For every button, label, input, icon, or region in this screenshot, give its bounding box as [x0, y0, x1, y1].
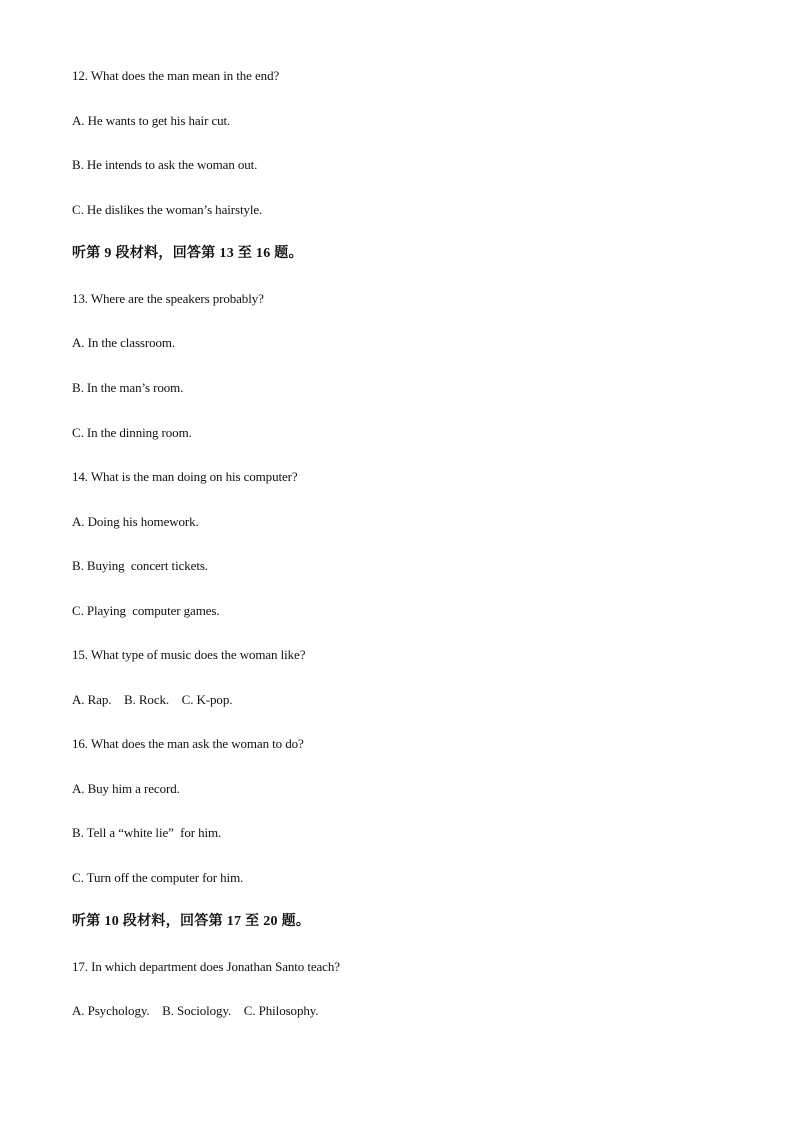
question-12-option-b: B. He intends to ask the woman out.: [72, 157, 258, 172]
question-12: 12. What does the man mean in the end?: [72, 68, 280, 83]
question-15-options: A. Rap. B. Rock. C. K-pop.: [72, 692, 233, 707]
question-16: 16. What does the man ask the woman to do?: [72, 736, 304, 751]
question-16-option-c: C. Turn off the computer for him.: [72, 870, 244, 885]
question-16-option-a: A. Buy him a record.: [72, 781, 180, 796]
question-17: 17. In which department does Jonathan Santo teach?: [72, 959, 340, 974]
question-13-option-c: C. In the dinning room.: [72, 425, 192, 440]
section-10-heading: 听第 10 段材料，回答第 17 至 20 题。: [72, 914, 311, 929]
question-13: 13. Where are the speakers probably?: [72, 291, 264, 306]
question-14-option-a: A. Doing his homework.: [72, 514, 199, 529]
section-9-heading: 听第 9 段材料，回答第 13 至 16 题。: [72, 246, 303, 261]
question-17-options: A. Psychology. B. Sociology. C. Philosophy.: [72, 1003, 319, 1018]
question-12-option-c: C. He dislikes the woman’s hairstyle.: [72, 202, 263, 217]
question-13-option-a: A. In the classroom.: [72, 335, 176, 350]
question-14: 14. What is the man doing on his computer?: [72, 469, 298, 484]
question-12-option-a: A. He wants to get his hair cut.: [72, 113, 231, 128]
question-14-option-b: B. Buying concert tickets.: [72, 558, 208, 573]
question-13-option-b: B. In the man’s room.: [72, 380, 184, 395]
question-16-option-b: B. Tell a “white lie” for him.: [72, 825, 222, 840]
question-14-option-c: C. Playing computer games.: [72, 603, 220, 618]
question-15: 15. What type of music does the woman like?: [72, 647, 306, 662]
